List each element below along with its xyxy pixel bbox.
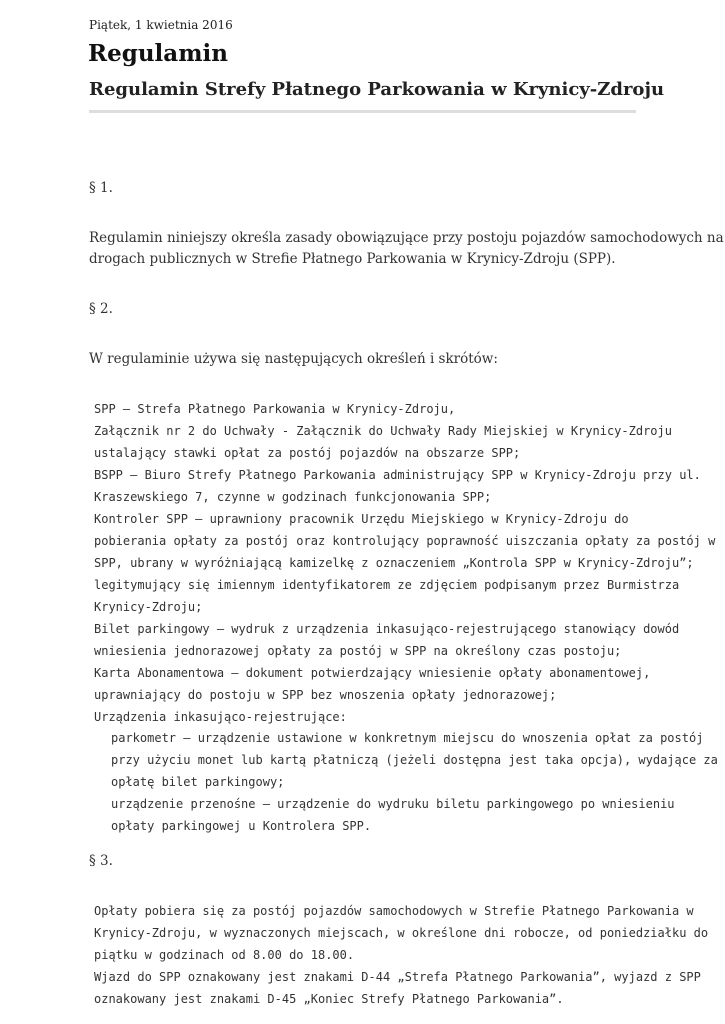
device-line: opłaty parkingowej u Kontrolera SPP. xyxy=(111,819,372,833)
text-line: piątku w godzinach od 8.00 do 18.00. xyxy=(94,948,355,962)
definition-line: Załącznik nr 2 do Uchwały - Załącznik do Uchwały Rady Miejskiej w Krynicy-Zdroju xyxy=(94,424,672,438)
text-line: Krynicy-Zdroju, w wyznaczonych miejscach, w określone dni robocze, od poniedziałku do xyxy=(94,926,709,940)
definitions-list xyxy=(94,398,716,728)
device-line: przy użyciu monet lub kartą płatniczą (jeżeli dostępna jest taka opcja), wydające za xyxy=(111,753,718,767)
publication-date: Piątek, 1 kwietnia 2016 xyxy=(89,18,233,32)
definition-line: Urządzenia inkasująco-rejestrujące: xyxy=(94,710,347,724)
definition-line: Krynicy-Zdroju; xyxy=(94,600,203,614)
device-line: opłatę bilet parkingowy; xyxy=(111,775,285,789)
definition-line: Karta Abonamentowa – dokument potwierdzający wniesienie opłaty abonamentowej, xyxy=(94,666,651,680)
text-line: oznakowany jest znakami D-45 „Koniec Strefy Płatnego Parkowania”. xyxy=(94,992,564,1006)
device-line: parkometr – urządzenie ustawione w konkretnym miejscu do wnoszenia opłat za postój xyxy=(111,731,704,745)
section-2-intro: W regulaminie używa się następujących określeń i skrótów: xyxy=(89,351,498,367)
definition-line: ustalający stawki opłat za postój pojazdów na obszarze SPP; xyxy=(94,446,521,460)
page-title: Regulamin xyxy=(88,40,228,67)
page-subtitle: Regulamin Strefy Płatnego Parkowania w Krynicy-Zdroju xyxy=(89,79,665,100)
definition-line: wniesienia jednorazowej opłaty za postój w SPP na określony czas postoju; xyxy=(94,644,622,658)
definition-line: Kraszewskiego 7, czynne w godzinach funkcjonowania SPP; xyxy=(94,490,492,504)
section-2-heading: § 2. xyxy=(89,301,113,317)
text-line: Regulamin niniejszy określa zasady obowiązujące przy postoju pojazdów samochodowych na xyxy=(89,230,724,246)
text-line: drogach publicznych w Strefie Płatnego Parkowania w Krynicy-Zdroju (SPP). xyxy=(89,251,616,267)
definition-line: legitymujący się imiennym identyfikatorem ze zdjęciem podpisanym przez Burmistrza xyxy=(94,578,680,592)
devices-sublist xyxy=(111,727,718,837)
device-line: urządzenie przenośne – urządzenie do wydruku biletu parkingowego po wniesieniu xyxy=(111,797,675,811)
section-1-text xyxy=(89,228,724,270)
definition-line: Bilet parkingowy – wydruk z urządzenia inkasująco-rejestrującego stanowiący dowód xyxy=(94,622,680,636)
definition-line: uprawniający do postoju w SPP bez wnoszenia opłaty jednorazowej; xyxy=(94,688,557,702)
definition-line: SPP – Strefa Płatnego Parkowania w Krynicy-Zdroju, xyxy=(94,402,456,416)
definition-line: SPP, ubrany w wyróżniającą kamizelkę z oznaczeniem „Kontrola SPP w Krynicy-Zdroju”; xyxy=(94,556,694,570)
definition-line: pobierania opłaty za postój oraz kontrolujący poprawność uiszczania opłaty za postój w xyxy=(94,534,716,548)
definition-line: Kontroler SPP – uprawniony pracownik Urzędu Miejskiego w Krynicy-Zdroju do xyxy=(94,512,629,526)
definition-line: BSPP – Biuro Strefy Płatnego Parkowania administrujący SPP w Krynicy-Zdroju przy ul. xyxy=(94,468,701,482)
text-line: Wjazd do SPP oznakowany jest znakami D-44 „Strefa Płatnego Parkowania”, wyjazd z SPP xyxy=(94,970,701,984)
section-3-text xyxy=(94,900,709,1010)
section-1-heading: § 1. xyxy=(89,180,113,196)
text-line: Opłaty pobiera się za postój pojazdów samochodowych w Strefie Płatnego Parkowania w xyxy=(94,904,694,918)
header-divider xyxy=(89,110,636,113)
section-3-heading: § 3. xyxy=(89,853,113,869)
